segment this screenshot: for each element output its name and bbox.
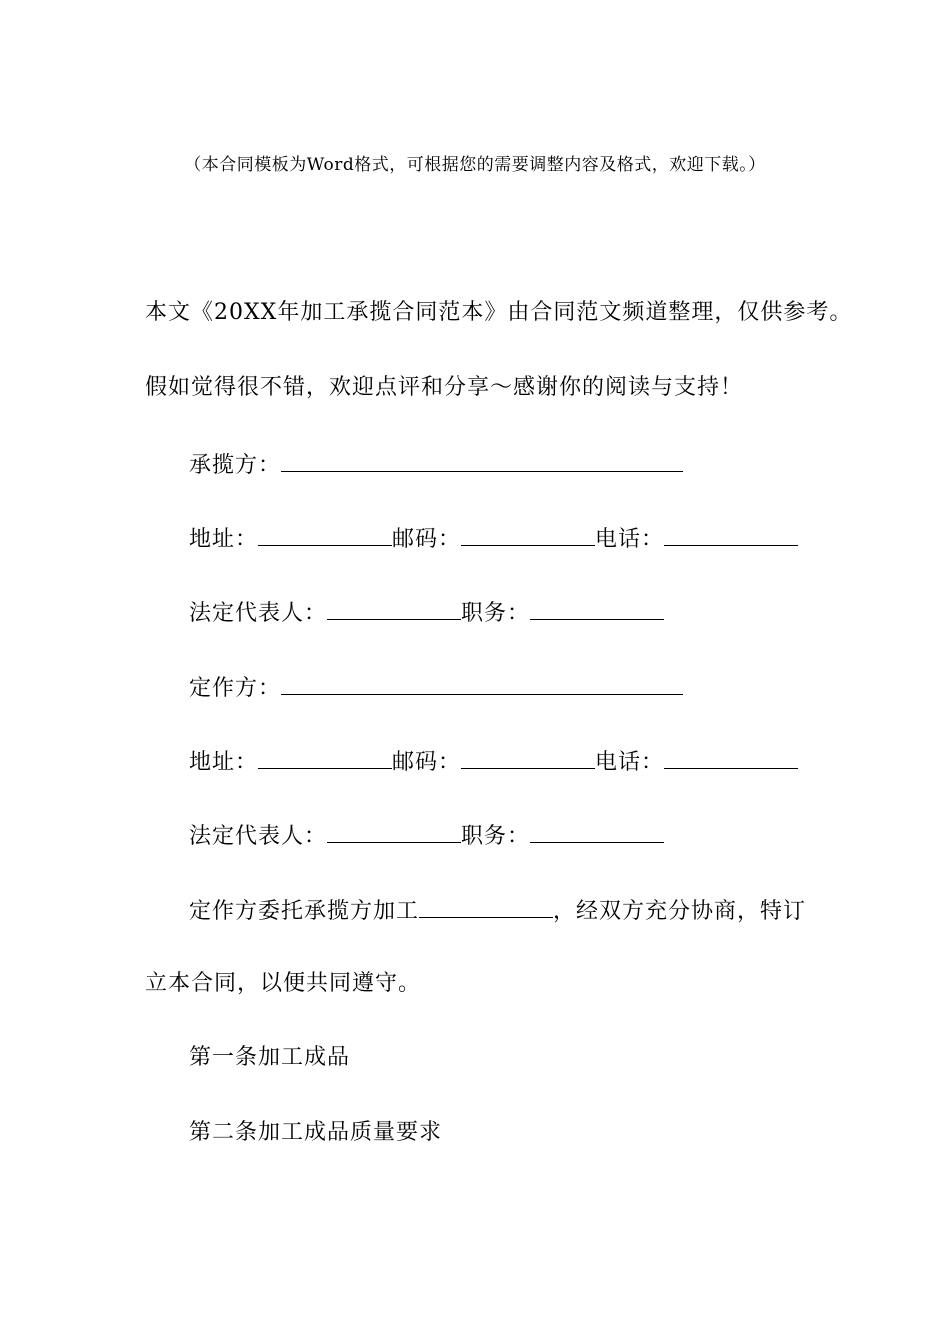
agreement-text-2: ，经双方充分协商，特订	[553, 899, 807, 924]
contractor-rep-blank[interactable]	[327, 597, 461, 620]
contractor-address-label: 地址：	[189, 527, 259, 552]
client-contact-row	[189, 746, 798, 778]
client-rep-blank[interactable]	[327, 820, 461, 843]
intro-line-1: 本文《20XX年加工承揽合同范本》由合同范文频道整理，仅供参考。	[145, 300, 853, 325]
contractor-postcode-blank[interactable]	[461, 523, 595, 546]
processing-item-blank[interactable]	[419, 895, 553, 918]
client-phone-label: 电话：	[595, 750, 665, 775]
intro-line-2: 假如觉得很不错，欢迎点评和分享～感谢你的阅读与支持！	[145, 375, 744, 400]
contractor-phone-blank[interactable]	[664, 523, 798, 546]
contractor-row	[189, 449, 683, 481]
contractor-rep-row	[189, 597, 664, 629]
agreement-text-1: 定作方委托承揽方加工	[189, 899, 420, 924]
client-address-blank[interactable]	[258, 746, 392, 769]
contractor-address-blank[interactable]	[258, 523, 392, 546]
contractor-postcode-label: 邮码：	[392, 527, 462, 552]
client-rep-row	[189, 820, 664, 852]
contractor-title-label: 职务：	[461, 601, 531, 626]
agreement-line-1	[189, 895, 806, 927]
client-row	[189, 672, 683, 704]
client-postcode-label: 邮码：	[392, 750, 462, 775]
contractor-rep-label: 法定代表人：	[189, 601, 328, 626]
client-rep-label: 法定代表人：	[189, 824, 328, 849]
client-title-label: 职务：	[461, 824, 531, 849]
article-2-heading: 第二条加工成品质量要求	[189, 1120, 443, 1145]
client-postcode-blank[interactable]	[461, 746, 595, 769]
contractor-title-blank[interactable]	[530, 597, 664, 620]
contractor-contact-row	[189, 523, 798, 555]
client-name-blank[interactable]	[281, 672, 683, 695]
client-label: 定作方：	[189, 676, 282, 701]
client-address-label: 地址：	[189, 750, 259, 775]
contractor-label: 承揽方：	[189, 453, 282, 478]
contractor-phone-label: 电话：	[595, 527, 665, 552]
contractor-name-blank[interactable]	[281, 449, 683, 472]
article-1-heading: 第一条加工成品	[189, 1045, 351, 1070]
template-note: （本合同模板为Word格式，可根据您的需要调整内容及格式，欢迎下载。）	[184, 155, 766, 175]
agreement-line-2: 立本合同，以便共同遵守。	[145, 971, 422, 996]
client-title-blank[interactable]	[530, 820, 664, 843]
client-phone-blank[interactable]	[664, 746, 798, 769]
